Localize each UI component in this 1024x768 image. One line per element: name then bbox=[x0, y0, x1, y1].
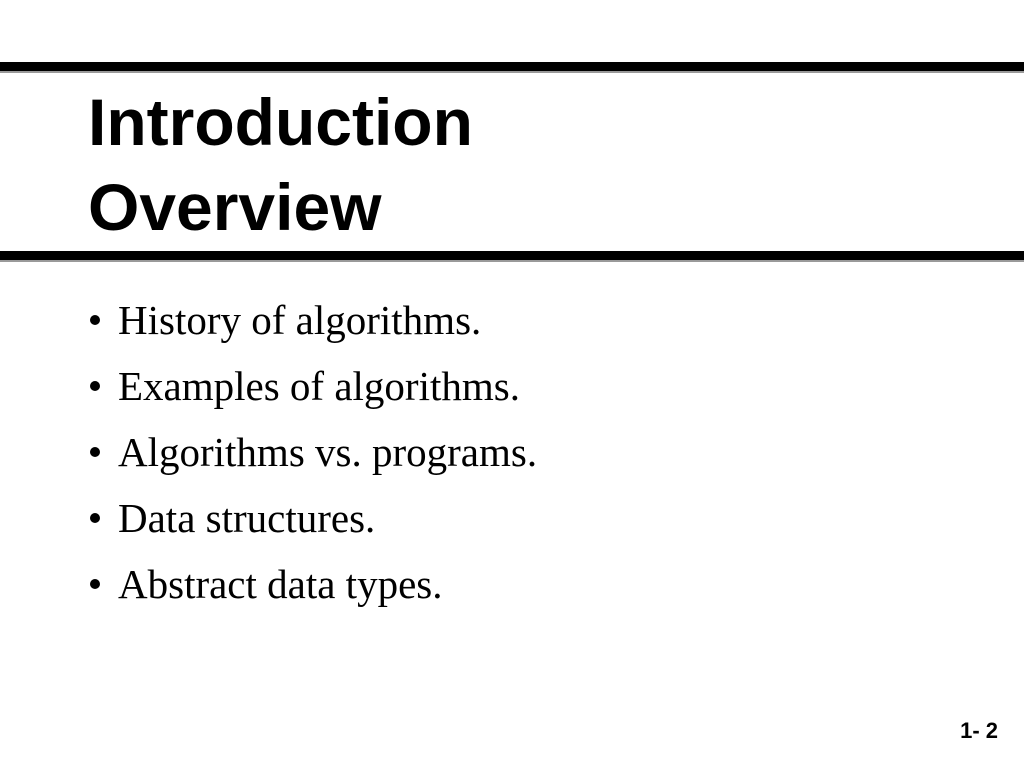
page-number: 1- 2 bbox=[960, 718, 998, 743]
bullet-dot-icon bbox=[90, 315, 100, 325]
slide-title-line-2: Overview bbox=[88, 170, 382, 244]
bullet-text: Data structures. bbox=[118, 495, 376, 541]
bullet-dot-icon bbox=[90, 579, 100, 589]
bullet-list bbox=[88, 287, 968, 617]
bullet-item bbox=[88, 419, 968, 485]
bullet-item bbox=[88, 353, 968, 419]
bullet-text: Abstract data types. bbox=[118, 561, 443, 607]
bullet-dot-icon bbox=[90, 447, 100, 457]
title-underline-rule bbox=[0, 251, 1024, 262]
top-rule bbox=[0, 62, 1024, 73]
bullet-item bbox=[88, 287, 968, 353]
bullet-item bbox=[88, 551, 968, 617]
bullet-text: History of algorithms. bbox=[118, 297, 482, 343]
bullet-text: Examples of algorithms. bbox=[118, 363, 520, 409]
bullet-text: Algorithms vs. programs. bbox=[118, 429, 538, 475]
bullet-dot-icon bbox=[90, 381, 100, 391]
bullet-dot-icon bbox=[90, 513, 100, 523]
bullet-item bbox=[88, 485, 968, 551]
slide-title bbox=[88, 80, 473, 250]
slide-title-line-1: Introduction bbox=[88, 85, 473, 159]
